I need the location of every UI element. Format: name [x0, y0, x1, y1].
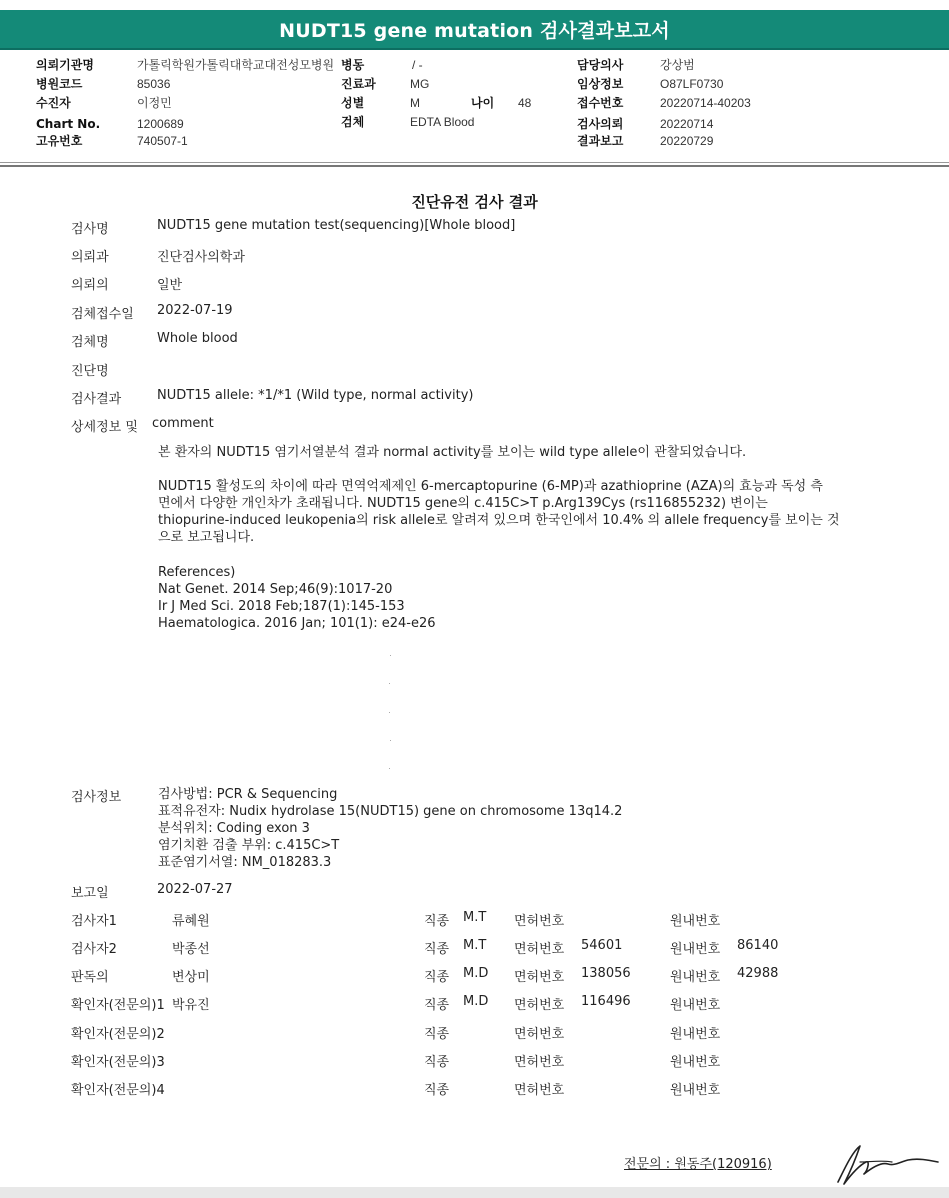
test-name-label: 검사명: [71, 222, 109, 237]
staff-role: 판독의: [71, 970, 109, 985]
inst-no-label: 원내번호: [670, 998, 721, 1013]
test-info-line: 검사방법: PCR & Sequencing: [158, 787, 338, 802]
clinical-info-label: 임상정보: [577, 77, 624, 91]
inst-no-label: 원내번호: [670, 970, 721, 985]
physician-label: 담당의사: [577, 58, 624, 72]
request-date-label: 검사의뢰: [577, 117, 624, 131]
comment-line: thiopurine-induced leukopenia의 risk allele로 알려져 있으며 한국인에서 10.4% 의 allele frequency를 보이는 것: [158, 513, 840, 528]
inst-no-label: 원내번호: [670, 1083, 721, 1098]
test-result-value: NUDT15 allele: *1/*1 (Wild type, normal activity): [157, 388, 474, 403]
job-label: 직종: [424, 1083, 450, 1098]
title-underline: [0, 48, 949, 50]
scan-dot: [389, 683, 390, 684]
staff-name: 변상미: [172, 970, 210, 985]
license-value: 116496: [581, 994, 631, 1009]
signature-image: [830, 1140, 940, 1190]
department-label: 진료과: [341, 77, 376, 91]
job-label: 직종: [424, 1027, 450, 1042]
license-label: 면허번호: [514, 1083, 565, 1098]
patient-value: 이정민: [137, 96, 172, 110]
references-heading: References): [158, 565, 236, 580]
test-result-label: 검사결과: [71, 392, 122, 407]
test-info-label: 검사정보: [71, 790, 122, 805]
staff-role: 검사자2: [71, 942, 117, 957]
staff-role: 확인자(전문의)3: [71, 1055, 165, 1070]
clinical-info-value: O87LF0730: [660, 77, 724, 91]
inst-no-value: 86140: [737, 938, 779, 953]
reference-item: Ir J Med Sci. 2018 Feb;187(1):145-153: [158, 599, 405, 614]
job-label: 직종: [424, 1055, 450, 1070]
inst-no-value: 42988: [737, 966, 779, 981]
job-value: M.D: [463, 966, 489, 981]
license-label: 면허번호: [514, 998, 565, 1013]
sex-value: M: [410, 96, 420, 110]
requesting-dept-value: 진단검사의학과: [157, 250, 245, 265]
scan-dot: [390, 740, 391, 741]
reference-item: Nat Genet. 2014 Sep;46(9):1017-20: [158, 582, 393, 597]
staff-role: 확인자(전문의)2: [71, 1027, 165, 1042]
test-info-line: 표적유전자: Nudix hydrolase 15(NUDT15) gene on chromosome 13q14.2: [158, 804, 623, 819]
physician-value: 강상범: [660, 58, 695, 72]
detail-label: 상세정보 및: [71, 420, 138, 435]
chart-no-value: 1200689: [137, 117, 184, 131]
result-date-value: 20220729: [660, 134, 714, 148]
accession-no-label: 접수번호: [577, 96, 624, 110]
job-label: 직종: [424, 998, 450, 1013]
unique-id-label: 고유번호: [36, 134, 83, 148]
reference-item: Haematologica. 2016 Jan; 101(1): e24-e26: [158, 616, 436, 631]
comment-line: 면에서 다양한 개인차가 초래됩니다. NUDT15 gene의 c.415C>T p.Arg139Cys (rs116855232) 변이는: [158, 496, 768, 511]
scan-dot: [390, 655, 391, 656]
comment-line: NUDT15 활성도의 차이에 따라 면역억제제인 6-mercaptopurine (6-MP)과 azathioprine (AZA)의 효능과 독성 측: [158, 479, 823, 494]
unique-id-value: 740507-1: [137, 134, 188, 148]
license-value: 138056: [581, 966, 631, 981]
license-label: 면허번호: [514, 914, 565, 929]
report-date-label: 보고일: [71, 886, 109, 901]
referring-institution-label: 의뢰기관명: [36, 58, 94, 72]
specimen-value: EDTA Blood: [410, 115, 475, 129]
scan-dot: [389, 768, 390, 769]
requesting-doctor-label: 의뢰의: [71, 278, 109, 293]
staff-name: 류혜원: [172, 914, 210, 929]
ward-value: / -: [412, 58, 423, 72]
staff-role: 확인자(전문의)4: [71, 1083, 165, 1098]
test-info-line: 분석위치: Coding exon 3: [158, 821, 310, 836]
job-label: 직종: [424, 942, 450, 957]
test-info-line: 표준염기서열: NM_018283.3: [158, 855, 332, 870]
job-value: M.T: [463, 910, 487, 925]
license-value: 54601: [581, 938, 623, 953]
inst-no-label: 원내번호: [670, 1055, 721, 1070]
header-divider-thick: [0, 165, 949, 167]
comment-label: comment: [152, 416, 214, 431]
report-date-value: 2022-07-27: [157, 882, 233, 897]
ward-label: 병동: [341, 58, 365, 72]
specimen-received-label: 검체접수일: [71, 307, 134, 322]
license-label: 면허번호: [514, 970, 565, 985]
staff-role: 확인자(전문의)1: [71, 998, 165, 1013]
staff-name: 박종선: [172, 942, 210, 957]
requesting-dept-label: 의뢰과: [71, 250, 109, 265]
inst-no-label: 원내번호: [670, 914, 721, 929]
license-label: 면허번호: [514, 942, 565, 957]
footer-strip: [0, 1187, 949, 1198]
test-info-line: 염기치환 검출 부위: c.415C>T: [158, 838, 340, 853]
specimen-name-value: Whole blood: [157, 331, 238, 346]
result-date-label: 결과보고: [577, 134, 624, 148]
department-value: MG: [410, 77, 430, 91]
signing-specialist: 전문의 : 원동주(120916): [624, 1157, 772, 1172]
job-label: 직종: [424, 914, 450, 929]
comment-line: 으로 보고됩니다.: [158, 530, 255, 545]
staff-role: 검사자1: [71, 914, 117, 929]
specimen-label: 검체: [341, 115, 365, 129]
inst-no-label: 원내번호: [670, 942, 721, 957]
age-value: 48: [518, 96, 532, 110]
scan-dot: [389, 712, 390, 713]
section-title: 진단유전 검사 결과: [411, 193, 538, 211]
specimen-received-value: 2022-07-19: [157, 303, 233, 318]
accession-no-value: 20220714-40203: [660, 96, 751, 110]
job-label: 직종: [424, 970, 450, 985]
request-date-value: 20220714: [660, 117, 714, 131]
age-label: 나이: [471, 96, 495, 110]
sex-label: 성별: [341, 96, 365, 110]
referring-institution-value: 가톨릭학원가톨릭대학교대전성모병원: [137, 58, 335, 72]
specimen-name-label: 검체명: [71, 335, 109, 350]
header-divider: [0, 162, 949, 163]
inst-no-label: 원내번호: [670, 1027, 721, 1042]
chart-no-label: Chart No.: [36, 117, 101, 131]
diagnosis-label: 진단명: [71, 364, 109, 379]
hospital-code-label: 병원코드: [36, 77, 83, 91]
staff-name: 박유진: [172, 998, 210, 1013]
job-value: M.D: [463, 994, 489, 1009]
license-label: 면허번호: [514, 1027, 565, 1042]
test-name-value: NUDT15 gene mutation test(sequencing)[Whole blood]: [157, 218, 516, 233]
comment-paragraph-1: 본 환자의 NUDT15 염기서열분석 결과 normal activity를 보이는 wild type allele이 관찰되었습니다.: [158, 445, 747, 460]
hospital-code-value: 85036: [137, 77, 171, 91]
job-value: M.T: [463, 938, 487, 953]
report-title: NUDT15 gene mutation 검사결과보고서: [0, 10, 949, 48]
license-label: 면허번호: [514, 1055, 565, 1070]
requesting-doctor-value: 일반: [157, 278, 183, 293]
patient-label: 수진자: [36, 96, 71, 110]
